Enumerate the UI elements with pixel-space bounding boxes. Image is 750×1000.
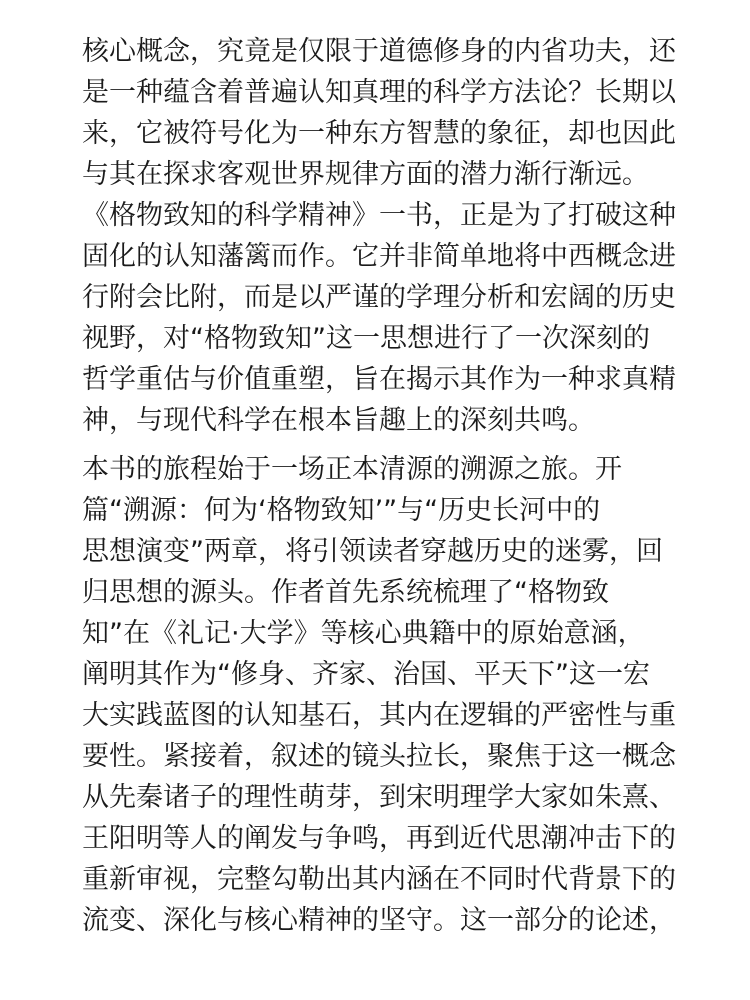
paragraph-1 (82, 31, 682, 195)
paragraph-3 (82, 449, 682, 941)
text-line: 思想演变”两章，将引领读者穿越历史的迷雾，回 (82, 536, 663, 567)
text-line: 王阳明等人的阐发与争鸣，再到近代思潮冲击下的 (82, 823, 676, 854)
text-line: 神，与现代科学在根本旨趣上的深刻共鸣。 (82, 405, 595, 436)
text-line: 大实践蓝图的认知基石，其内在逻辑的严密性与重 (82, 700, 676, 731)
text-line: 本书的旅程始于一场正本清源的溯源之旅。开 (82, 454, 622, 485)
text-line: 归思想的源头。作者首先系统梳理了“格物致 (82, 577, 609, 608)
text-line: 来，它被符号化为一种东方智慧的象征，却也因此 (82, 118, 676, 149)
text-line: 行附会比附，而是以严谨的学理分析和宏阔的历史 (82, 282, 676, 313)
text-line: 与其在探求客观世界规律方面的潜力渐行渐远。 (82, 159, 649, 190)
text-line: 核心概念，究竟是仅限于道德修身的内省功夫，还 (82, 36, 676, 67)
text-line: 阐明其作为“修身、齐家、治国、平天下”这一宏 (82, 659, 650, 690)
text-line: 《格物致知的科学精神》一书，正是为了打破这种 (82, 200, 676, 231)
body-text (82, 31, 682, 941)
text-line: 篇“溯源：何为‘格物致知’”与“历史长河中的 (82, 495, 601, 526)
text-line: 要性。紧接着，叙述的镜头拉长，聚焦于这一概念 (82, 741, 676, 772)
text-line: 哲学重估与价值重塑，旨在揭示其作为一种求真精 (82, 364, 676, 395)
text-line: 重新审视，完整勾勒出其内涵在不同时代背景下的 (82, 864, 676, 895)
text-line: 视野，对“格物致知”这一思想进行了一次深刻的 (82, 323, 650, 354)
text-line: 固化的认知藩篱而作。它并非简单地将中西概念进 (82, 241, 676, 272)
text-line: 从先秦诸子的理性萌芽，到宋明理学大家如朱熹、 (82, 782, 676, 813)
paragraph-2 (82, 195, 682, 441)
text-line: 是一种蕴含着普遍认知真理的科学方法论？长期以 (82, 77, 676, 108)
text-line: 流变、深化与核心精神的坚守。这一部分的论述， (82, 905, 676, 936)
text-line: 知”在《礼记·大学》等核心典籍中的原始意涵， (82, 618, 645, 649)
